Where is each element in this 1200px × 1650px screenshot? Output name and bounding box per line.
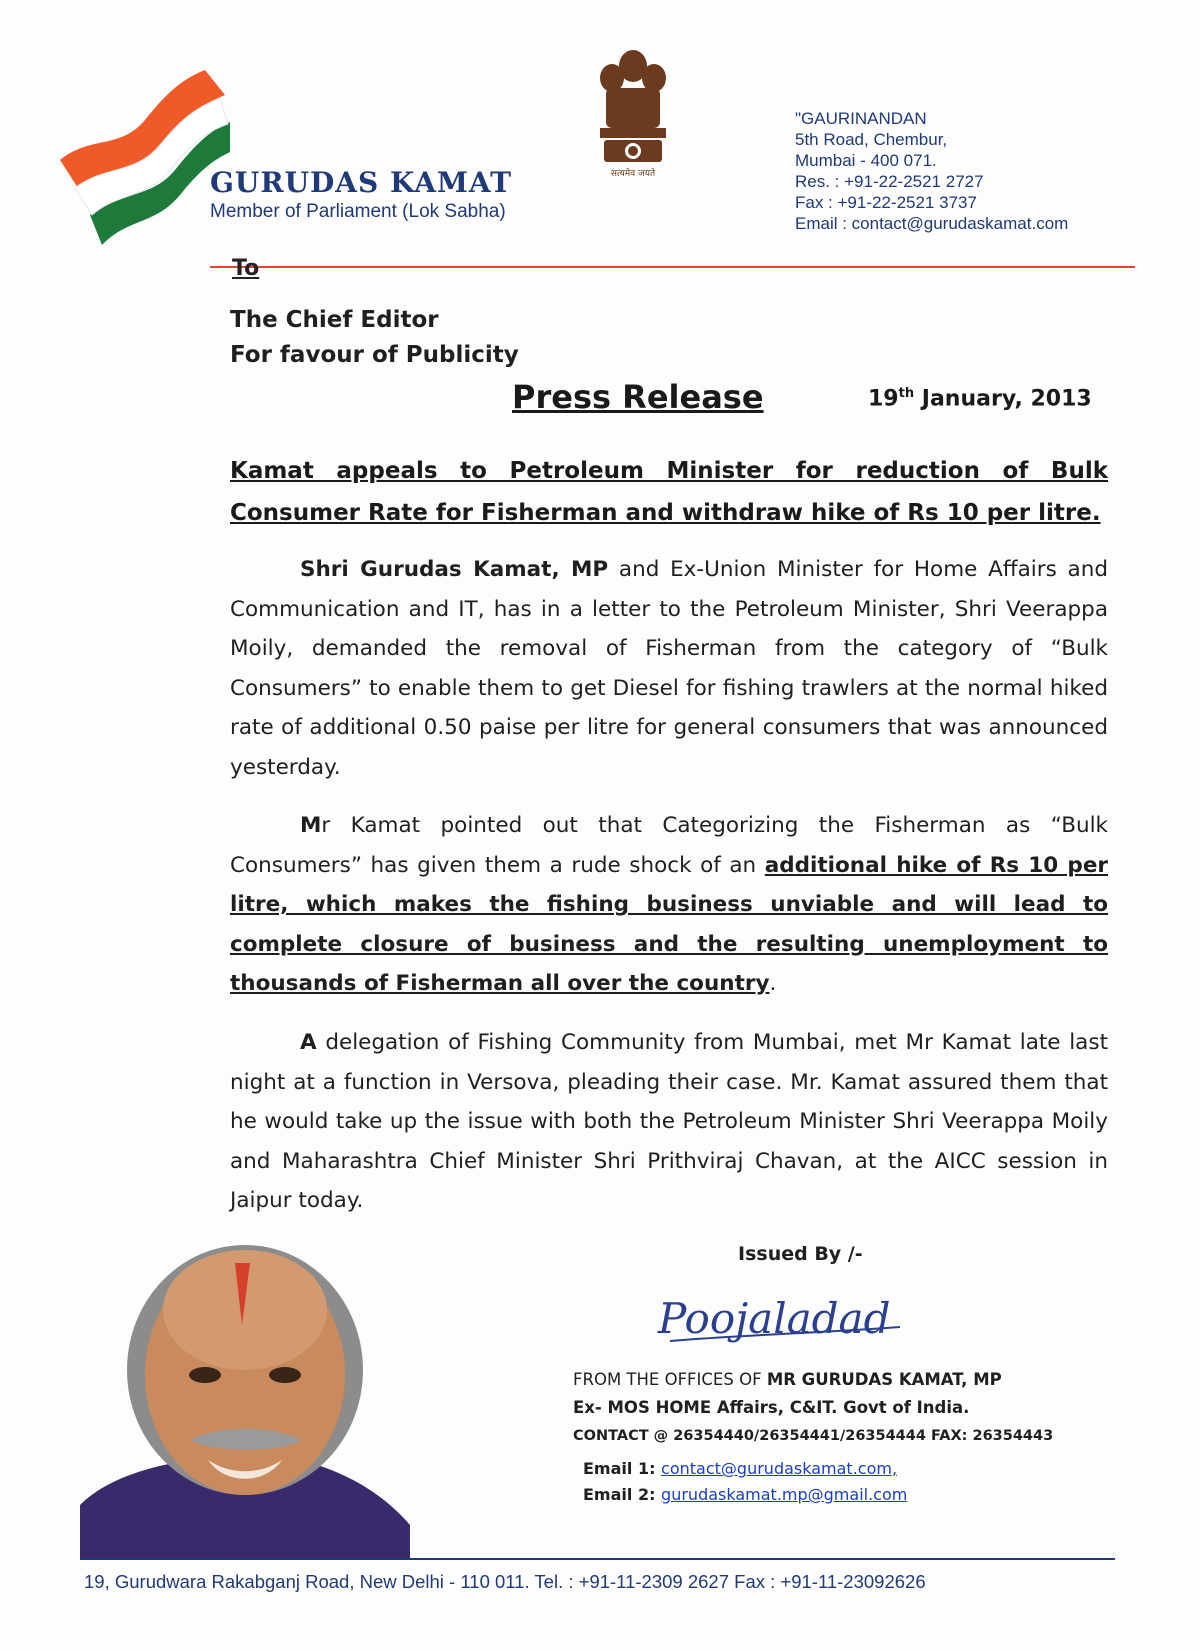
footer-divider bbox=[80, 1558, 1115, 1560]
p1-bold: Shri Gurudas Kamat, MP bbox=[300, 557, 609, 582]
recipient-block bbox=[230, 303, 519, 373]
email1-link[interactable]: contact@gurudaskamat.com, bbox=[661, 1459, 898, 1478]
p2-bold: M bbox=[300, 813, 322, 838]
letterhead-name-block bbox=[210, 166, 512, 223]
p2-end: . bbox=[769, 971, 777, 996]
p1-text: and Ex-Union Minister for Home Affairs and Communication and IT, has in a letter to the Petroleum Minister, Shri Veerappa Moily, demanded the removal of Fisherman from the category of “Bulk Consumers” to enable them to get Diesel for fishing trawlers at the normal hiked rate of additional 0.50 paise per litre for general consumers that was announced yesterday. bbox=[230, 557, 1108, 780]
address-line: Mumbai - 400 071. bbox=[795, 151, 937, 170]
mp-title: Member of Parliament (Lok Sabha) bbox=[210, 201, 506, 222]
recipient-line: The Chief Editor bbox=[230, 307, 439, 333]
address-line: 5th Road, Chembur, bbox=[795, 130, 948, 149]
issuer-offices bbox=[573, 1366, 1053, 1450]
address-line: "GAURINANDAN bbox=[795, 109, 927, 128]
p3-bold: A bbox=[300, 1030, 317, 1055]
date-day: 19 bbox=[868, 386, 899, 412]
offices-name: MR GURUDAS KAMAT, MP bbox=[766, 1370, 1002, 1389]
email-row-1 bbox=[583, 1456, 907, 1482]
tricolor-flag-logo bbox=[50, 40, 230, 250]
signature bbox=[650, 1275, 910, 1355]
portrait-photo bbox=[80, 1225, 410, 1560]
paragraph-2 bbox=[230, 806, 1108, 1004]
paragraph-3 bbox=[230, 1023, 1108, 1221]
header-divider bbox=[210, 266, 1135, 268]
press-release-title: Press Release bbox=[512, 378, 764, 416]
offices-line-2: Ex- MOS HOME Affairs, C&IT. Govt of India. bbox=[573, 1398, 970, 1417]
footer-address: 19, Gurudwara Rakabganj Road, New Delhi - 110 011. Tel. : +91-11-2309 2627 Fax : +91-11-23092626 bbox=[84, 1571, 926, 1592]
issued-by-label: Issued By /- bbox=[738, 1243, 863, 1265]
p3-text: delegation of Fishing Community from Mumbai, met Mr Kamat late last night at a function in Versova, pleading their case. Mr. Kamat assured them that he would take up the issue with both the Petroleum Minister Shri Veerappa Moily and Maharashtra Chief Minister Shri Prithviraj Chavan, at the AICC session in Jaipur today. bbox=[230, 1030, 1108, 1213]
offices-prefix: FROM THE OFFICES OF bbox=[573, 1370, 767, 1389]
p2-text: r Kamat pointed out that Categorizing the Fisherman as “Bulk Consumers” has given them a rude shock of an bbox=[230, 813, 1108, 878]
offices-line-1 bbox=[573, 1366, 1053, 1394]
email2-link[interactable]: gurudaskamat.mp@gmail.com bbox=[661, 1485, 908, 1504]
email2-label: Email 2: bbox=[583, 1485, 662, 1504]
national-emblem-icon bbox=[588, 44, 678, 179]
letterhead-address bbox=[795, 108, 1068, 234]
press-release-date bbox=[868, 386, 1092, 411]
address-line: Res. : +91-22-2521 2727 bbox=[795, 172, 984, 191]
date-rest: January, 2013 bbox=[914, 386, 1092, 412]
headline: Kamat appeals to Petroleum Minister for reduction of Bulk Consumer Rate for Fisherman and withdraw hike of Rs 10 per litre. bbox=[230, 458, 1108, 526]
mp-name: GURUDAS KAMAT bbox=[210, 166, 512, 199]
to-label: To bbox=[232, 256, 260, 281]
offices-line-3: CONTACT @ 26354440/26354441/26354444 FAX: 26354443 bbox=[573, 1428, 1054, 1444]
emblem-caption: सत्यमेव जयते bbox=[610, 169, 656, 179]
address-line: Email : contact@gurudaskamat.com bbox=[795, 214, 1069, 233]
paragraph-1 bbox=[230, 550, 1108, 787]
signature-text: Poojaladad bbox=[658, 1294, 891, 1343]
address-line: Fax : +91-22-2521 3737 bbox=[795, 193, 977, 212]
issuer-emails bbox=[583, 1456, 907, 1508]
p2-underlined: additional hike of Rs 10 per litre, which makes the fishing business unviable and will lead to complete closure of business and the resulting unemployment to thousands of Fisherman all over the country bbox=[230, 852, 1108, 996]
email1-label: Email 1: bbox=[583, 1459, 662, 1478]
email-row-2 bbox=[583, 1482, 907, 1508]
date-suffix: th bbox=[898, 386, 915, 401]
recipient-line: For favour of Publicity bbox=[230, 342, 519, 368]
